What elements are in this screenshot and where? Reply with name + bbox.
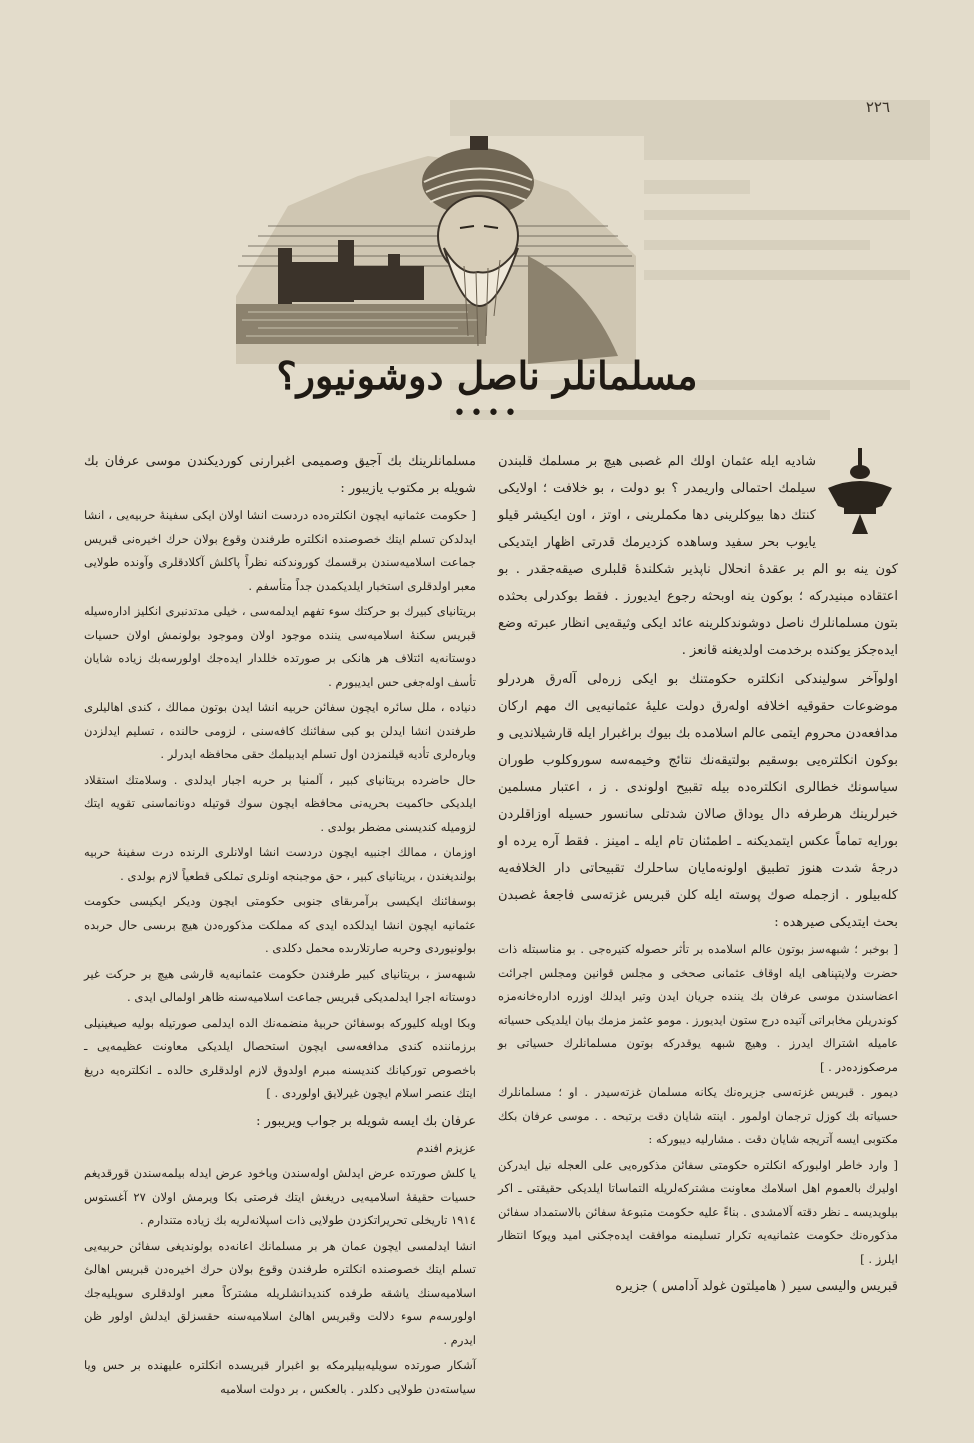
paragraph: عرفان بك ايسه شويله بر جواب ويريبور :	[256, 1113, 476, 1129]
paragraph: اوزمان ، ممالك اجنبيه ايچون دردست انشا اولانلرى الرنده درت سفينهٔ حربيه بولنديغندن ، بريتانياى كبير ، حق موجبنجه اونلرى تملكى قطعياً لازم بولدى .	[84, 845, 476, 883]
salutation: عزيزم افندم	[416, 1140, 476, 1155]
paragraph: اولوآخر سوليندكى انكلتره حكومتنك بو ايكى زره‌لى آلەرق هردرلو موضوعات حقوقيه اخلافه اوله‌رق دولت عليهٔ عثمانيه‌يى اك مهم اركان مدافعه‌دن محروم ايتمى عالم اسلامده بك بيوك براغبرار ايله قارشيلانديى و بوكون انكلتره‌يى بوسقيم بولتيقه‌نك نتائج وخيمه‌سه سوروكلوب طوران سياسونك خطالرى انكلتره‌ده بيله تقبيح اولوندى . ز ، اعتبار مسلمين خبرلرينك هرطرفه دال يوداق صالان شدتلى سانسور حسيله اوزاقلردن بورايه تماماً عكس ايتمديكنه ـ اطمئنان تام ايله ـ امينز . فقط آره يرده او درجهٔ شدت هنوز تطبيق اولونه‌مايان ساحلرك تقبيحاتى دار الخلافه‌يه كله‌بيلور . ازجمله صوك پوسته ايله كلن قبريس غزته‌سى فاجعهٔ غصبدن بحث ايتديكى صيرهده :	[498, 672, 898, 930]
paragraph: وبكا اويله كليوركه بوسفائن حربيهٔ منضمه‌نك الده ايدلمى صورتيله بوليه صيغينيلى برزماننده كندى مدافعه‌سى ايچون استحصال ايلديكى معاونت عظيمه‌يى ـ باخصوص توركيانك كنديسنه مبرم اولدوق لازم اولدقلرى حالده ـ انكلتره‌يه دريغ ايتك عنصر اسلام ايچون غيرلايق اولوردى . ]	[84, 1015, 476, 1100]
paragraph: مسلمانلرينك بك آجيق وصميمى اغبرارنى كورديكندن موسى عرفان بك شويله بر مكتوب يازيبور :	[84, 454, 476, 496]
header-illustration	[228, 136, 644, 364]
quoted-paragraph: [ بوخبر ؛ شبهه‌سز بوتون عالم اسلامده بر تأثر حصوله كتيرەجى . بو مناسبتله ذات حضرت ولايتپناهى ايله اوقاف عثمانى صحخى و مجلس قوانين ومجلس اجرائت اعضاسندن موسى عرفان بك يننده جريان ايدن وتير ايدلك اوزره اداره‌خانه‌مزه كوندريلن مخابراتى آتيده درج ستون ايديورز . مومو عثمز مزمك بيان ايلديكى حسياته عاميله اشتراك ايدرز . وهيچ شبهه يوقدركه بوتون مسلمانلرك حسياتى بو مرصكوزده‌در . ]	[498, 942, 898, 1074]
quoted-paragraph: [ حكومت عثمانيه ايچون انكلتره‌ده دردست انشا اولان ايكى سفينهٔ حربيه‌يى ، انشا ايدلدكن تسلم ايتك خصوصنده انكلتره طرفندن وقوع بولان حرك اخيره‌نى قبريس جماعت اسلاميه‌سندن برقسمك كوروندكنه نظراً پاكلش آكلادقلرى وآونده طولايى معبر اولدقلرى استخبار ايلديكمدن جداً متأسفم .	[84, 508, 476, 593]
paragraph: ديمور . قبريس غزته‌سى جزيره‌نك يكانه مسلمان غزته‌سيدر . او ؛ مسلمانلرك حسياته بك كوزل ترجمان اولمور . اينته شايان دقت برتبحه . . موسى عرفان بكك مكتوبى ايسه آتريجه شايان دقت . مشارليه ديبوركه :	[498, 1085, 898, 1146]
page-number: ٢٢٦	[865, 98, 890, 116]
paragraph: شبهه‌سز ، بريتانياى كبير طرفندن حكومت عثمانيه‌يه قارشى هيچ بر حركت غير دوستانه اجرا ايدلمديكى قبريس جماعت اسلاميه‌سنه ظاهر اولمالى ايدى .	[84, 966, 476, 1004]
paragraph: آشكار صورتده سويليه‌بيليرمكه بو اغبرار قبريسده انكلتره عليهنده بر حس ويا سياسته‌دن طولايى دكلدر . بالعكس ، بر دولت اسلاميه	[84, 1358, 476, 1396]
paragraph: شاديه ايله عثمان اولك الم غصبى هيچ بر مسلمك قلبندن سيلمك احتمالى واريمدر ؟ بو دولت ، بو خلافت ؛ اولايكى كنتك دها بيوكلرينى دها مكملرينى ، اوتز ، اون ايكيشر قيلو يايوب بحر سفيد وساهده كزديرمك قدرتى اظهار ايتديكى كون ينه بو الم بر عقدهٔ انحلال ناپذير شكلندهٔ قلبلرى صيقه‌جقدر . بو اعتقاده مبنيدركه ؛ بوكون ينه اوبحثه رجوع ايديورز . فقط بوكدرلى بحثده بتون مسلمانلرك ناصل دوشوندكلرينه عائد ايكى وثيقه‌يى انظار عبرته وضع ايده‌جكز يوكنده برخدمت اولديغنه قانعز .	[498, 454, 899, 658]
paragraph: قبريس واليسى سير ( هاميلتون غولد آدامس ) جزيره	[615, 1279, 898, 1294]
right-column	[498, 448, 898, 1418]
paragraph: حال حاضرده بريتانياى كبير ، آلمنيا بر حربه اجبار ايدلدى . وسلامتك استقلاد ايلديكى حاكميت بحريه‌نى محافظه ايچون سوك قوتيله دونانماسنى تقويه ايتك لزوميله كنديسنى مضطر بولدى .	[84, 772, 476, 834]
left-column	[84, 448, 476, 1418]
paragraph: بريتانياى كبيرك بو حركتك سوء تفهم ايدلمه‌سى ، خيلى مدتدنبرى انكليز اداره‌سيله قبريس سكنهٔ اسلاميه‌سى يننده موجود اولان وموجود بولونمش اولان حسيات دوستانه‌يه ائتلاف هر هانكى بر صورتده خللدار ايده‌جك اولورسه‌بك زياده شايان تأسف اوله‌جغى حس ايديبورم .	[84, 604, 476, 689]
title-separator: ••••	[453, 401, 521, 426]
paragraph: دنياده ، ملل سائره ايچون سفائن حربيه انشا ايدن بوتون ممالك ، كندى اهاليلرى طرفندن انشا ايدلن بو كبى سفائنك كافه‌سنى ، لزومى حالنده ، تسليم ايدلزدن وياره‌لرى تأديه قيلنمزدن اول تسلم ايدبيلمك حقى محافظه ايدرلر .	[84, 700, 476, 761]
paragraph: انشا ايدلمسى ايچون عمان هر بر مسلمانك اعانه‌ده بولونديغى سفائن حربيه‌يى تسلم ايتك خصوصنده انكلتره طرفندن وقوع بولان حرك اخيره‌دن قبريس اهالئ اسلاميه‌سنك ياشقه طرفده كنديدانشلريله مشتركاً معبر اولدقلرى سويليه‌جك اولورسه‌م سوء دلالت وقبريس اهالئ اسلاميه‌سنه حقسزلق ايدلش اولور ظن ايدرم .	[84, 1238, 476, 1347]
article-title: مسلمانلر ناصل دوشونيور؟	[276, 353, 698, 398]
ornamental-censer-icon	[822, 448, 898, 540]
quoted-paragraph: [ وارد خاطر اولبوركه انكلتره حكومتى سفائن مذكوره‌يى على العجله نيل ايدركن اوليرك بالعموم اهل اسلامك معاونت مشتركه‌لريله التماساتا ايلديكى حقيقتى ـ اكر بيلويديسه ـ نظر دقته آلامشدى . بناءً عليه حكومت متبوعهٔ سفائن بالاستمداد سفائن مذكوره‌نك حكومت عثمانيه‌يه تكرار تسليمنه موافقت ايده‌جكنى اميد ويوكا انتظار ايلرز . ]	[498, 1157, 898, 1266]
paragraph: يا كلش صورتده عرض ايدلش اوله‌سندن وياخود عرض ايدله بيلمه‌سندن قورقديغم حسيات حقيقهٔ اسلاميه‌يى دريغش ايتك فرصتى بكا ويرمش اولان ٢٧ آغستوس ١٩١٤ تاريخلى تحريراتكزدن طولايى ذات اسپلانه‌لريه بك زياده متندارم .	[84, 1166, 477, 1227]
paragraph: بوسفائنك ايكيسى برآمرىقاى جنوبى حكومتى ايچون وديكر ايكيسى حكومت عثمانيه ايچون انشا ايدلكده ايدى كه مملكت مذكوره‌دن هيچ برىسى حال حربده بولونيوردى وحربه صارتلارىده محمل دكلدى .	[84, 894, 476, 955]
